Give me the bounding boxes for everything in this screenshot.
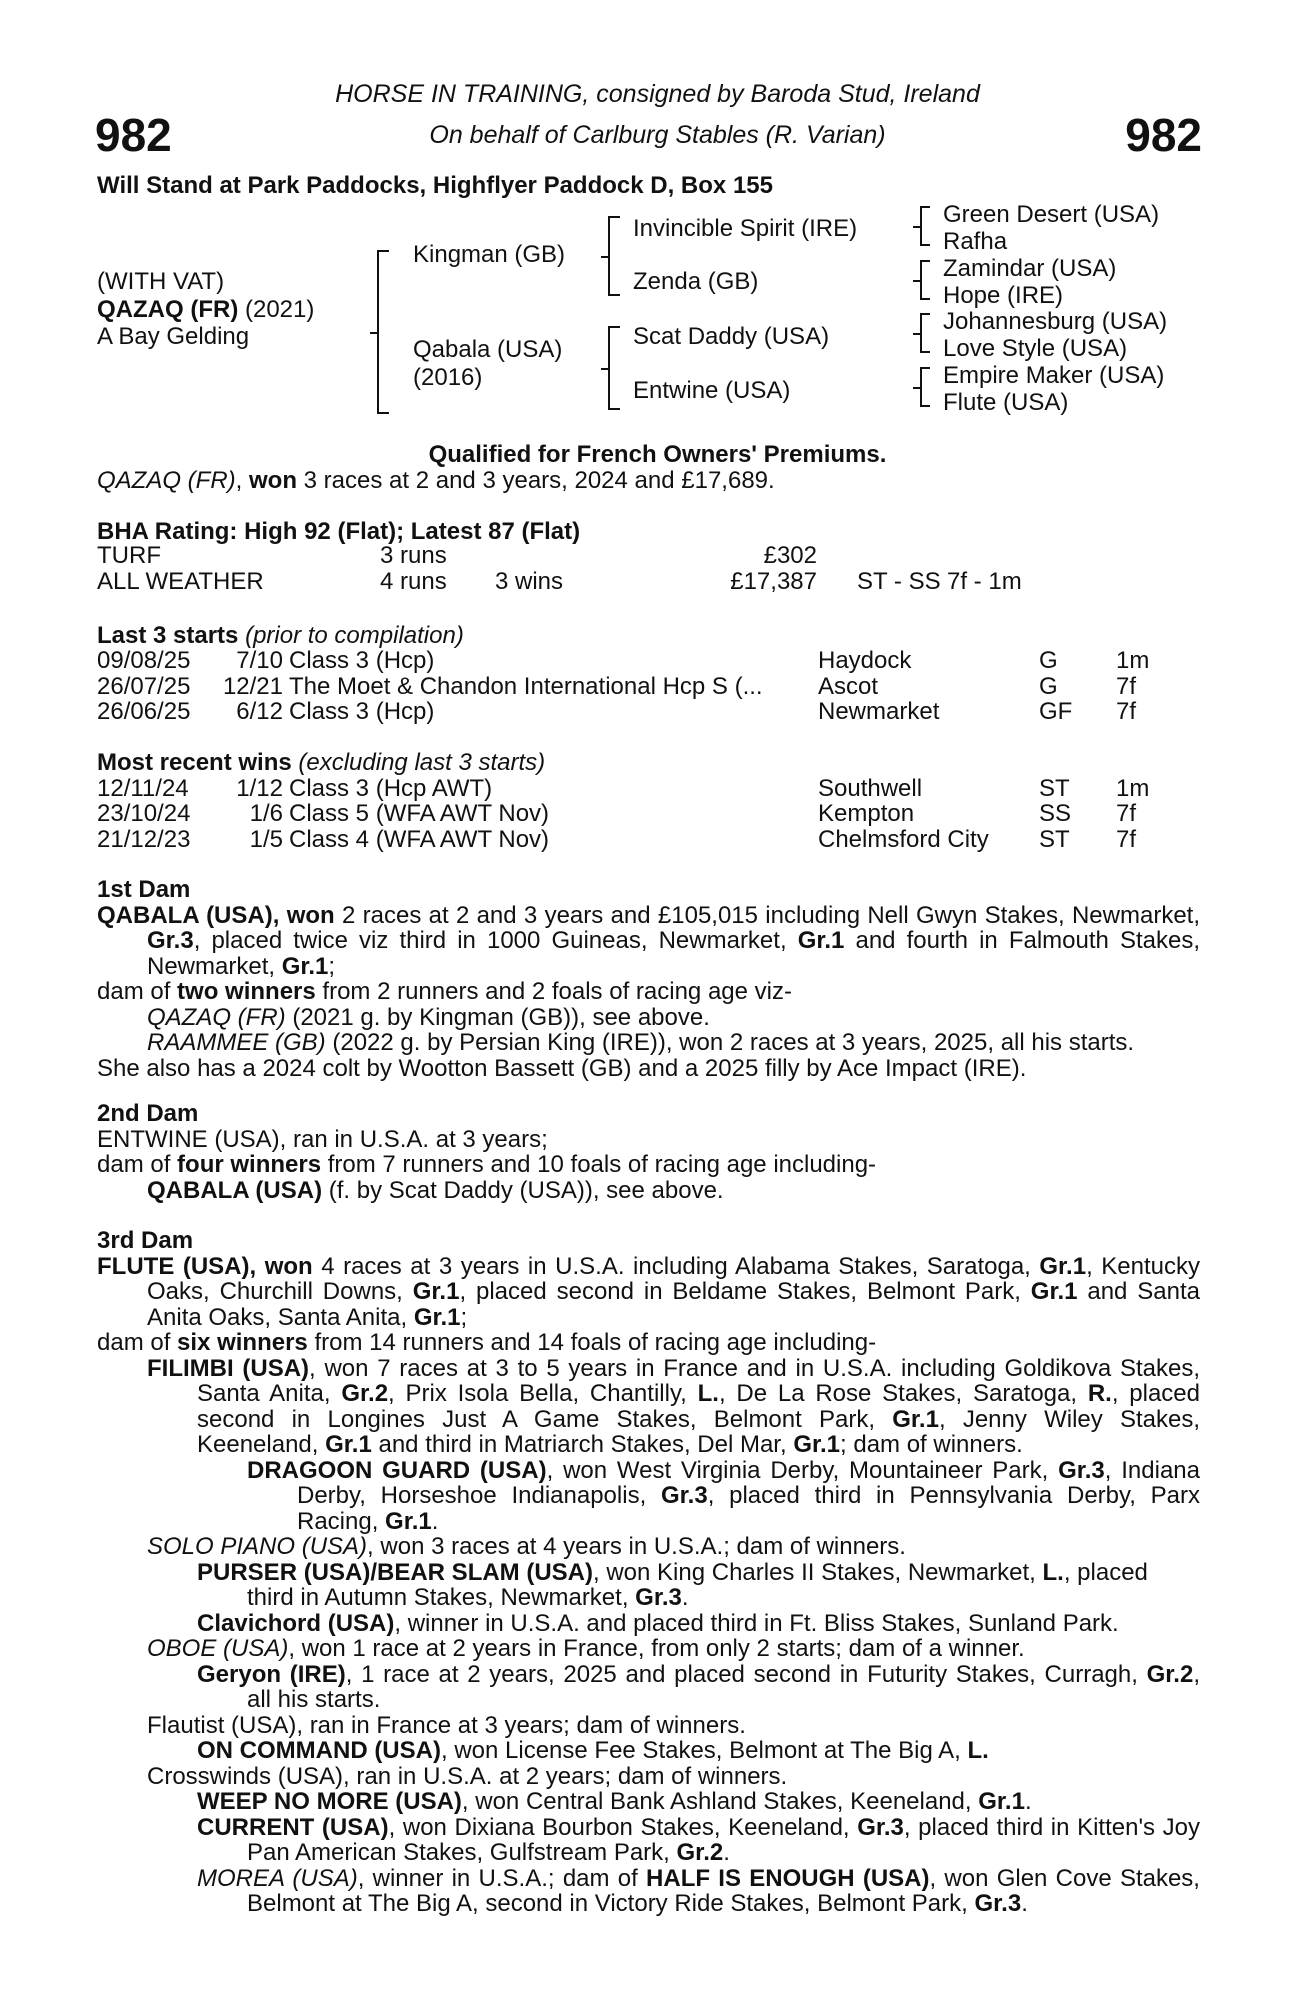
second-dam-produce: dam of four winners from 7 runners and 10 foals of racing age including-	[97, 1151, 877, 1178]
pedigree-brace-2a	[608, 216, 620, 296]
dam-year: (2016)	[413, 364, 483, 391]
pedigree-brace-3a	[920, 206, 930, 246]
start-date: 26/06/25	[97, 698, 191, 725]
third-dam-record: FLUTE (USA), won 4 races at 3 years in U.S.A. including Alabama Stakes, Saratoga, Gr.1, Kentucky Oaks, Churchill Downs, Gr.1, placed second in Beldame Stakes, Belmont Park, Gr.1 and Santa Anita Oaks, Santa Anita, Gr.1;	[97, 1252, 1201, 1331]
horse-description: A Bay Gelding	[97, 323, 250, 350]
summary-won: won	[249, 467, 297, 494]
summary-rest: 3 races at 2 and 3 years, 2024 and £17,689.	[297, 467, 775, 494]
start-course: Haydock	[818, 647, 912, 674]
gp-dss: Johannesburg (USA)	[943, 308, 1168, 335]
progeny-crosswinds: Crosswinds (USA), ran in U.S.A. at 2 years; dam of winners.	[147, 1762, 788, 1790]
progeny-qazaq: QAZAQ (FR) (2021 g. by Kingman (GB)), see above.	[147, 1003, 710, 1031]
third-dam-heading: 3rd Dam	[97, 1227, 194, 1254]
win-date: 12/11/24	[97, 775, 189, 802]
surface-distance: 7f - 1m	[947, 568, 1022, 595]
sire-sire: Invincible Spirit (IRE)	[633, 215, 858, 242]
progeny-morea: MOREA (USA), winner in U.S.A.; dam of HALF IS ENOUGH (USA), won Glen Cove Stakes, Belmont at The Big A, second in Victory Ride Stakes, Belmont Park, Gr.3.	[197, 1864, 1200, 1917]
start-going: GF	[1039, 698, 1073, 725]
start-distance: 7f	[1116, 698, 1137, 725]
win-course: Southwell	[818, 775, 923, 802]
win-position: 1/6	[249, 800, 283, 827]
vat-note: (WITH VAT)	[97, 268, 225, 295]
progeny-solo-piano: SOLO PIANO (USA), won 3 races at 4 years in U.S.A.; dam of winners.	[147, 1533, 906, 1560]
progeny-dragoon-guard: DRAGOON GUARD (USA), won West Virginia Derby, Mountaineer Park, Gr.3, Indiana Derby, Horseshoe Indianapolis, Gr.3, placed third in Pennsylvania Derby, Parx Racing, Gr.1.	[247, 1456, 1200, 1535]
gp-ssd: Rafha	[943, 228, 1008, 255]
progeny-filimbi: FILIMBI (USA), won 7 races at 3 to 5 years in France and in U.S.A. including Goldikova Stakes, Santa Anita, Gr.2, Prix Isola Bella, Chantilly, L., De La Rose Stakes, Saratoga, R., placed second in Longines Just A Game Stakes, Belmont Park, Gr.1, Jenny Wiley Stakes, Keeneland, Gr.1 and third in Matriarch Stakes, Del Mar, Gr.1; dam of winners.	[147, 1354, 1201, 1458]
win-going: SS	[1039, 800, 1072, 827]
win-distance: 1m	[1116, 775, 1150, 802]
gp-ddd: Flute (USA)	[943, 389, 1069, 416]
horse-title	[97, 296, 314, 324]
gp-sss: Green Desert (USA)	[943, 201, 1160, 228]
last-starts-heading	[97, 622, 464, 650]
progeny-geryon: Geryon (IRE), 1 race at 2 years, 2025 and placed second in Futurity Stakes, Curragh, Gr.2, all his starts.	[197, 1660, 1200, 1713]
start-going: G	[1039, 673, 1058, 700]
surface-name: ALL WEATHER	[97, 568, 264, 595]
lot-number-right: 982	[1125, 109, 1202, 161]
progeny-on-command: ON COMMAND (USA), won License Fee Stakes, Belmont at The Big A, L.	[197, 1737, 989, 1764]
first-dam-heading: 1st Dam	[97, 876, 191, 903]
start-course: Newmarket	[818, 698, 940, 725]
lot-number-left: 982	[95, 109, 172, 161]
race-summary	[97, 467, 775, 495]
pedigree-brace-2b	[608, 326, 620, 410]
pedigree-brace-3c	[920, 313, 930, 353]
win-distance: 7f	[1116, 826, 1137, 853]
start-race: The Moet & Chandon International Hcp S (...	[289, 673, 763, 700]
premium-note: Qualified for French Owners' Premiums.	[428, 441, 887, 468]
start-date: 09/08/25	[97, 647, 191, 674]
consignor-line: HORSE IN TRAINING, consigned by Baroda Stud, Ireland	[335, 80, 980, 108]
recent-wins-title: Most recent wins	[97, 749, 292, 776]
horse-name: QAZAQ (FR)	[97, 296, 239, 323]
third-dam-produce: dam of six winners from 14 runners and 14 foals of racing age including-	[97, 1329, 877, 1356]
first-dam-also: She also has a 2024 colt by Wootton Bassett (GB) and a 2025 filly by Ace Impact (IRE).	[97, 1054, 1027, 1082]
gp-sdd: Hope (IRE)	[943, 282, 1064, 309]
summary-sep: ,	[235, 467, 249, 494]
recent-wins-note: (excluding last 3 starts)	[291, 749, 546, 776]
win-position: 1/5	[249, 826, 283, 853]
start-position: 6/12	[236, 698, 283, 725]
start-distance: 1m	[1116, 647, 1150, 674]
win-distance: 7f	[1116, 800, 1137, 827]
gp-dsd: Love Style (USA)	[943, 335, 1128, 362]
sire: Kingman (GB)	[413, 241, 566, 268]
progeny-qabala: QABALA (USA) (f. by Scat Daddy (USA)), see above.	[147, 1176, 724, 1204]
win-position: 1/12	[236, 775, 283, 802]
gp-dds: Empire Maker (USA)	[943, 362, 1165, 389]
start-date: 26/07/25	[97, 673, 191, 700]
surface-wins: 3 wins	[495, 568, 564, 595]
surface-prize: £302	[763, 542, 817, 569]
start-position: 12/21	[222, 673, 283, 700]
pedigree-brace-3b	[920, 260, 930, 300]
surface-name: TURF	[97, 542, 161, 569]
last-starts-title: Last 3 starts	[97, 622, 239, 649]
surface-going: ST - SS	[857, 568, 941, 595]
bha-rating: BHA Rating: High 92 (Flat); Latest 87 (Flat)	[97, 518, 581, 545]
surface-runs: 4 runs	[380, 568, 447, 595]
start-distance: 7f	[1116, 673, 1137, 700]
start-position: 7/10	[236, 647, 283, 674]
pedigree-brace-1	[377, 250, 389, 414]
start-race: Class 3 (Hcp)	[289, 647, 435, 674]
first-dam-produce: dam of two winners from 2 runners and 2 foals of racing age viz-	[97, 978, 792, 1005]
progeny-weep-no-more: WEEP NO MORE (USA), won Central Bank Ashland Stakes, Keeneland, Gr.1.	[197, 1788, 1032, 1815]
dam-dam: Entwine (USA)	[633, 377, 791, 404]
first-dam-name: QABALA (USA), won	[97, 901, 335, 929]
progeny-purser: PURSER (USA)/BEAR SLAM (USA), won King Charles II Stakes, Newmarket, L., placed third in Autumn Stakes, Newmarket, Gr.3.	[197, 1558, 1148, 1611]
summary-name: QAZAQ (FR)	[97, 467, 236, 494]
second-dam-heading: 2nd Dam	[97, 1100, 199, 1127]
third-dam-section	[97, 1228, 1200, 1917]
first-dam-record: QABALA (USA), won 2 races at 2 and 3 years and £105,015 including Nell Gwyn Stakes, Newmarket, Gr.3, placed twice viz third in 1000 Guineas, Newmarket, Gr.1 and fourth in Falmouth Stakes, Newmarket, Gr.1;	[97, 901, 1200, 980]
progeny-oboe: OBOE (USA), won 1 race at 2 years in France, from only 2 starts; dam of a winner.	[147, 1635, 1025, 1662]
progeny-raammee: RAAMMEE (GB) (2022 g. by Persian King (IRE)), won 2 races at 3 years, 2025, all his starts.	[147, 1029, 1135, 1056]
second-dam-record: ENTWINE (USA), ran in U.S.A. at 3 years;	[97, 1125, 548, 1153]
win-course: Kempton	[818, 800, 915, 827]
sire-dam: Zenda (GB)	[633, 268, 759, 295]
stable-location: Will Stand at Park Paddocks, Highflyer Paddock D, Box 155	[97, 172, 773, 199]
horse-year: (2021)	[238, 296, 315, 323]
win-date: 23/10/24	[97, 800, 191, 827]
dam: Qabala (USA)	[413, 336, 563, 363]
first-dam-section	[97, 877, 1200, 1081]
surface-prize: £17,387	[730, 568, 817, 595]
gp-sds: Zamindar (USA)	[943, 255, 1117, 282]
win-date: 21/12/23	[97, 826, 191, 853]
start-course: Ascot	[818, 673, 879, 700]
start-race: Class 3 (Hcp)	[289, 698, 435, 725]
last-starts-note: (prior to compilation)	[238, 622, 464, 649]
win-going: ST	[1039, 775, 1070, 802]
win-going: ST	[1039, 826, 1070, 853]
surface-runs: 3 runs	[380, 542, 447, 569]
start-going: G	[1039, 647, 1058, 674]
behalf-line: On behalf of Carlburg Stables (R. Varian)	[429, 121, 886, 149]
progeny-current: CURRENT (USA), won Dixiana Bourbon Stakes, Keeneland, Gr.3, placed third in Kitten's Joy Pan American Stakes, Gulfstream Park, Gr.2.	[197, 1813, 1200, 1866]
pedigree-brace-3d	[920, 367, 930, 407]
third-dam-name: FLUTE (USA), won	[97, 1252, 313, 1280]
win-course: Chelmsford City	[818, 826, 989, 853]
dam-sire: Scat Daddy (USA)	[633, 323, 830, 350]
win-race: Class 3 (Hcp AWT)	[289, 775, 493, 802]
second-dam-section	[97, 1101, 1200, 1203]
recent-wins-heading	[97, 749, 545, 777]
progeny-flautist: Flautist (USA), ran in France at 3 years; dam of winners.	[147, 1711, 746, 1739]
progeny-clavichord: Clavichord (USA), winner in U.S.A. and placed third in Ft. Bliss Stakes, Sunland Park.	[197, 1609, 1119, 1637]
win-race: Class 4 (WFA AWT Nov)	[289, 826, 550, 853]
win-race: Class 5 (WFA AWT Nov)	[289, 800, 550, 827]
